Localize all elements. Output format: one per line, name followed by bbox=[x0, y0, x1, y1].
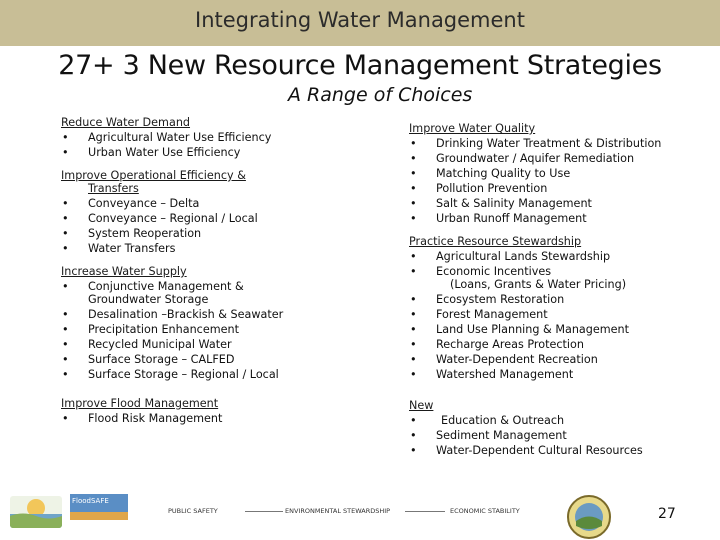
section-heading: Practice Resource Stewardship bbox=[409, 235, 582, 248]
bullet-icon: • bbox=[62, 353, 69, 366]
section-heading: Improve Operational Efficiency & Transfers bbox=[61, 169, 246, 195]
bullet-icon: • bbox=[62, 227, 69, 240]
section-increase-supply bbox=[61, 265, 301, 381]
bullet-icon: • bbox=[410, 444, 417, 457]
list-item: • Land Use Planning & Management bbox=[410, 323, 630, 336]
bullet-icon: • bbox=[62, 197, 69, 210]
list-item: • Desalination –Brackish & Seawater bbox=[62, 308, 284, 321]
bullet-icon: • bbox=[410, 414, 417, 427]
section-heading: Increase Water Supply bbox=[61, 265, 187, 278]
list-item: • Surface Storage – CALFED bbox=[62, 353, 235, 366]
bullet-icon: • bbox=[62, 146, 69, 159]
bullet-icon: • bbox=[410, 197, 417, 210]
left-column bbox=[61, 116, 301, 435]
list-item: • Precipitation Enhancement bbox=[62, 323, 239, 336]
list-item: • Water Transfers bbox=[62, 242, 176, 255]
list-item: • Drinking Water Treatment & Distribution bbox=[410, 137, 662, 150]
list-item: • Agricultural Water Use Efficiency bbox=[62, 131, 272, 144]
slide-title: 27+ 3 New Resource Management Strategies bbox=[58, 50, 662, 81]
bullet-icon: • bbox=[410, 368, 417, 381]
bullet-icon: • bbox=[410, 137, 417, 150]
state-seal-icon bbox=[566, 494, 612, 540]
banner-environmental-stewardship: ENVIRONMENTAL STEWARDSHIP bbox=[285, 507, 391, 515]
bullet-icon: • bbox=[62, 212, 69, 225]
list-item: • Pollution Prevention bbox=[410, 182, 548, 195]
list-item: • Urban Water Use Efficiency bbox=[62, 146, 241, 159]
list-item: • Water-Dependent Cultural Resources bbox=[410, 444, 643, 457]
list-item: • Recycled Municipal Water bbox=[62, 338, 232, 351]
list-item: • Surface Storage – Regional / Local bbox=[62, 368, 279, 381]
bullet-icon: • bbox=[410, 338, 417, 351]
page-number: 27 bbox=[658, 506, 676, 522]
bullet-icon: • bbox=[410, 152, 417, 165]
floodsafe-logo: FloodSAFE bbox=[70, 494, 128, 520]
list-item: • Ecosystem Restoration bbox=[410, 293, 565, 306]
section-reduce-demand bbox=[61, 116, 301, 159]
list-item: • Water-Dependent Recreation bbox=[410, 353, 598, 366]
bullet-icon: • bbox=[62, 338, 69, 351]
bullet-icon: • bbox=[62, 368, 69, 381]
list-item: • Sediment Management bbox=[410, 429, 567, 442]
section-heading: Improve Water Quality bbox=[409, 122, 536, 135]
bullet-icon: • bbox=[410, 212, 417, 225]
list-item: • Agricultural Lands Stewardship bbox=[410, 250, 611, 263]
section-heading: Improve Flood Management bbox=[61, 397, 219, 410]
bar-title: Integrating Water Management bbox=[195, 8, 525, 32]
bullet-icon: • bbox=[62, 242, 69, 255]
title-bar bbox=[0, 0, 720, 46]
list-item: • Forest Management bbox=[410, 308, 548, 321]
bullet-icon: • bbox=[410, 323, 417, 336]
sub-note: (Loans, Grants & Water Pricing) bbox=[450, 278, 627, 291]
bullet-icon: • bbox=[62, 308, 69, 321]
list-item: • Flood Risk Management bbox=[62, 412, 223, 425]
list-item: • Conveyance – Delta bbox=[62, 197, 200, 210]
list-item: • Economic Incentives (Loans, Grants & Water Pricing) bbox=[410, 265, 627, 291]
slide-subtitle: A Range of Choices bbox=[288, 84, 473, 106]
bullet-icon: • bbox=[62, 131, 69, 144]
section-resource-stewardship bbox=[409, 235, 709, 381]
bullet-icon: • bbox=[410, 429, 417, 442]
bullet-icon: • bbox=[410, 293, 417, 306]
list-item: • System Reoperation bbox=[62, 227, 202, 240]
section-new bbox=[409, 399, 709, 457]
section-flood-management bbox=[61, 397, 301, 425]
list-item: • Matching Quality to Use bbox=[410, 167, 571, 180]
bullet-icon: • bbox=[410, 308, 417, 321]
list-item: • Recharge Areas Protection bbox=[410, 338, 584, 351]
banner-public-safety: PUBLIC SAFETY bbox=[168, 507, 218, 515]
bullet-icon: • bbox=[62, 412, 69, 425]
section-heading: Reduce Water Demand bbox=[61, 116, 191, 129]
bullet-icon: • bbox=[410, 353, 417, 366]
section-operational-efficiency bbox=[61, 169, 301, 255]
bullet-icon: • bbox=[410, 265, 417, 278]
water-plan-logo bbox=[10, 496, 62, 528]
list-item: • Groundwater / Aquifer Remediation bbox=[410, 152, 635, 165]
list-item: • Watershed Management bbox=[410, 368, 574, 381]
list-item: • Conjunctive Management & Groundwater Storage bbox=[62, 280, 244, 306]
footer bbox=[0, 490, 720, 540]
right-column bbox=[409, 122, 709, 467]
list-item: • Conveyance – Regional / Local bbox=[62, 212, 258, 225]
list-item: • Salt & Salinity Management bbox=[410, 197, 592, 210]
banner-economic-stability: ECONOMIC STABILITY bbox=[450, 507, 520, 515]
list-item: • Urban Runoff Management bbox=[410, 212, 587, 225]
bullet-icon: • bbox=[62, 323, 69, 336]
banner-divider bbox=[405, 502, 445, 520]
bullet-icon: • bbox=[410, 167, 417, 180]
bullet-icon: • bbox=[410, 182, 417, 195]
list-item: • Education & Outreach bbox=[410, 414, 565, 427]
bullet-icon: • bbox=[62, 280, 69, 293]
section-water-quality bbox=[409, 122, 709, 225]
bullet-icon: • bbox=[410, 250, 417, 263]
section-heading: New bbox=[409, 399, 434, 412]
